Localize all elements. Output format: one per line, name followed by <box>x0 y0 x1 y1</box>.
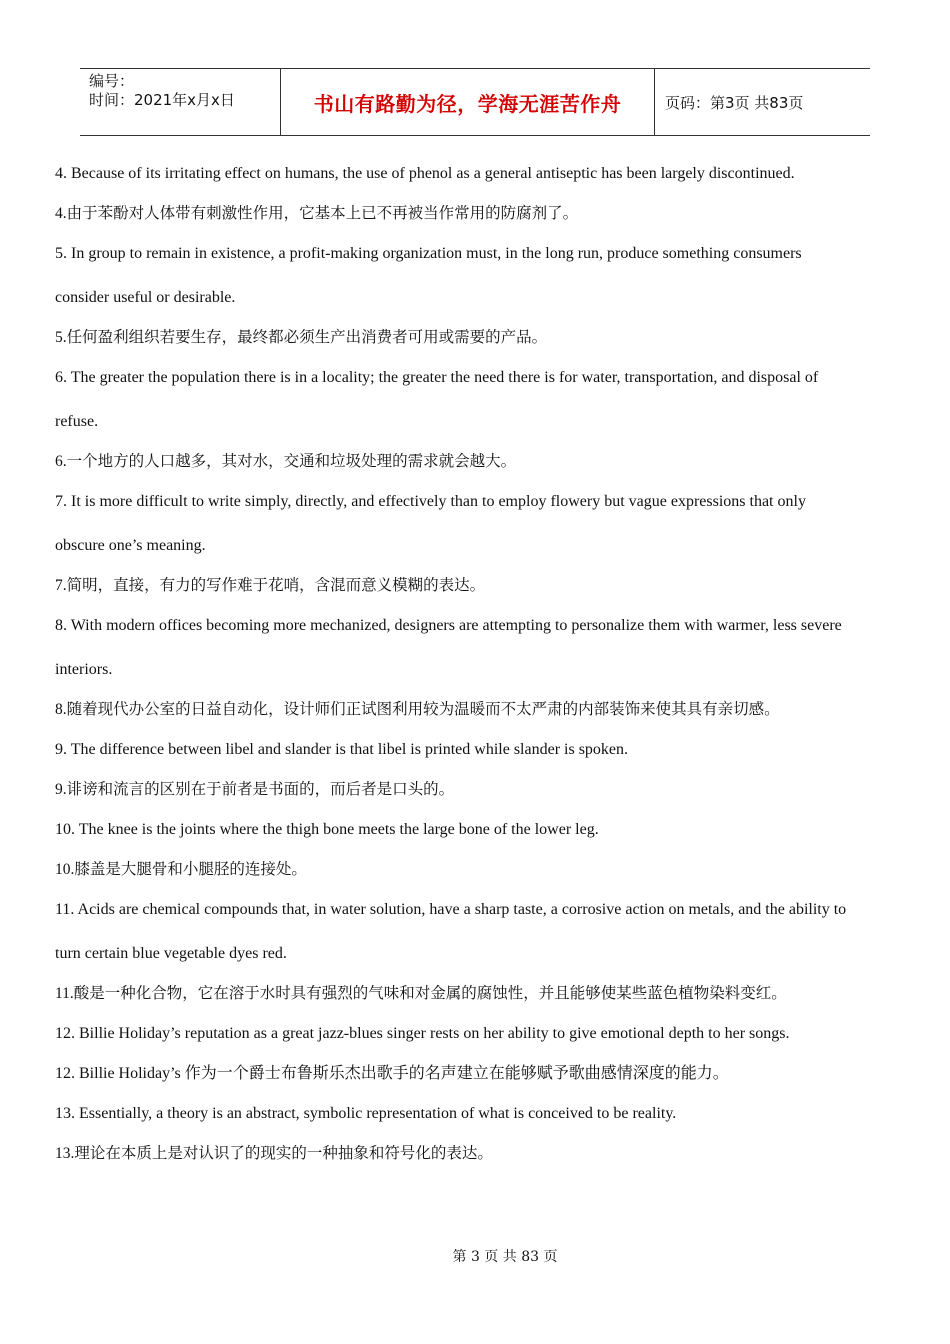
english-sentence-line: 8. With modern offices becoming more mechanized, designers are attempting to personalize them with warmer, less severe <box>55 617 842 634</box>
document-body <box>55 163 895 1183</box>
chinese-translation-line: 7.简明，直接，有力的写作难于花哨，含混而意义模糊的表达。 <box>55 577 486 594</box>
header-motto: 书山有路勤为径，学海无涯苦作舟 <box>281 69 655 135</box>
english-sentence-line: consider useful or desirable. <box>55 289 236 306</box>
english-sentence-line: 12. Billie Holiday’s 作为一个爵士布鲁斯乐杰出歌手的名声建立在能够赋予歌曲感情深度的能力。 <box>55 1065 729 1082</box>
english-sentence-line: 6. The greater the population there is in a locality; the greater the need there is for water, transportation, and disposal of <box>55 369 819 386</box>
header-meta <box>80 69 281 135</box>
english-sentence-line: interiors. <box>55 661 113 678</box>
english-sentence-line: 7. It is more difficult to write simply, directly, and effectively than to employ flowery but vague expressions that only <box>55 493 806 510</box>
english-sentence-line: refuse. <box>55 413 99 430</box>
chinese-translation-line: 10.膝盖是大腿骨和小腿胫的连接处。 <box>55 861 307 878</box>
chinese-translation-line: 9.诽谤和流言的区别在于前者是书面的，而后者是口头的。 <box>55 781 455 798</box>
chinese-translation-line: 4.由于苯酚对人体带有刺激性作用，它基本上已不再被当作常用的防腐剂了。 <box>55 205 579 222</box>
english-sentence-line: turn certain blue vegetable dyes red. <box>55 945 287 962</box>
english-sentence-line: obscure one’s meaning. <box>55 537 206 554</box>
header-page-label: 页码：第3页 共83页 <box>665 93 804 112</box>
english-sentence-line: 10. The knee is the joints where the thigh bone meets the large bone of the lower leg. <box>55 821 599 838</box>
chinese-translation-line: 6.一个地方的人口越多，其对水，交通和垃圾处理的需求就会越大。 <box>55 453 517 470</box>
english-sentence-line: 9. The difference between libel and slander is that libel is printed while slander is spoken. <box>55 741 629 758</box>
page-footer: 第 3 页 共 83 页 <box>452 1249 558 1265</box>
chinese-translation-line: 5.任何盈利组织若要生存，最终都必须生产出消费者可用或需要的产品。 <box>55 329 548 346</box>
chinese-translation-line: 8.随着现代办公室的日益自动化，设计师们正试图利用较为温暖而不太严肃的内部装饰来使其具有亲切感。 <box>55 701 780 718</box>
number-label: 编号： <box>89 72 135 90</box>
time-label: 时间：2021年x月x日 <box>89 91 235 109</box>
page-header <box>80 68 870 136</box>
english-sentence-line: 12. Billie Holiday’s reputation as a great jazz-blues singer rests on her ability to give emotional depth to her songs. <box>55 1025 790 1042</box>
english-sentence-line: 13. Essentially, a theory is an abstract, symbolic representation of what is conceived to be reality. <box>55 1105 677 1122</box>
chinese-translation-line: 11.酸是一种化合物，它在溶于水时具有强烈的气味和对金属的腐蚀性，并且能够使某些蓝色植物染料变红。 <box>55 985 787 1002</box>
english-sentence-line: 11. Acids are chemical compounds that, in water solution, have a sharp taste, a corrosive action on metals, and the ability to <box>55 901 847 918</box>
chinese-translation-line: 13.理论在本质上是对认识了的现实的一种抽象和符号化的表达。 <box>55 1145 493 1162</box>
english-sentence-line: 4. Because of its irritating effect on humans, the use of phenol as a general antiseptic has been largely discontinued. <box>55 165 795 182</box>
english-sentence-line: 5. In group to remain in existence, a profit-making organization must, in the long run, produce something consumers <box>55 245 802 262</box>
